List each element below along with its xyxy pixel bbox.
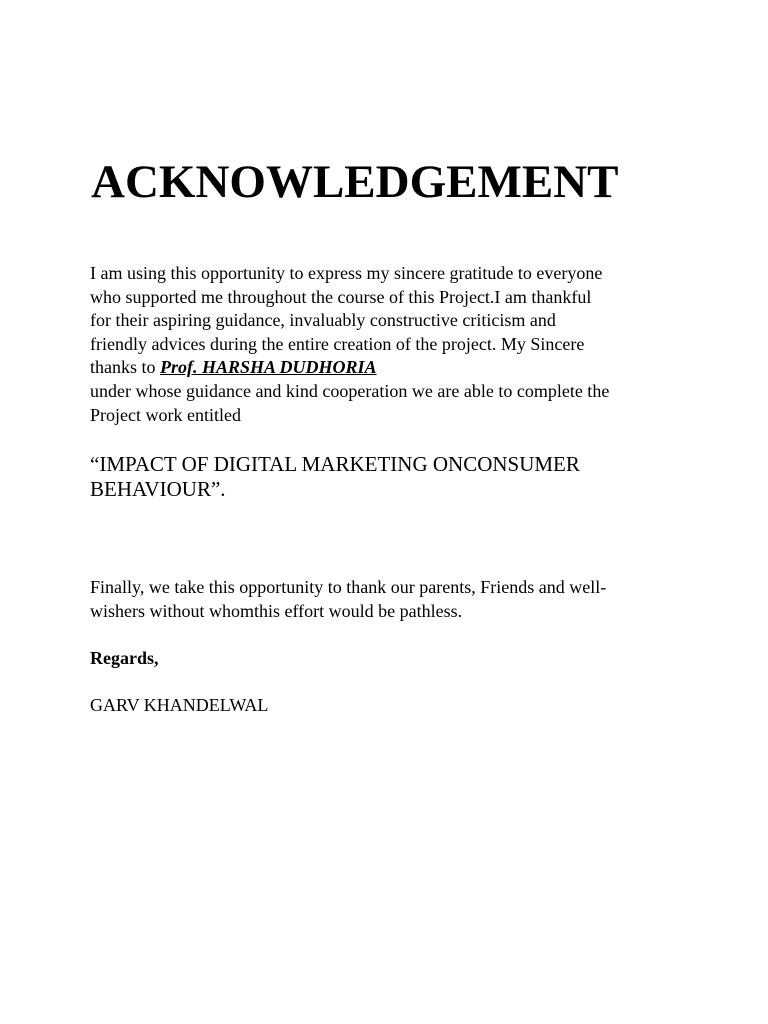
closing-paragraph xyxy=(90,575,710,623)
project-title xyxy=(90,452,710,502)
paragraph-line: friendly advices during the entire creation of the project. My Sincere xyxy=(90,333,585,354)
closing-line: Finally, we take this opportunity to thank our parents, Friends and well- xyxy=(90,577,607,597)
project-title-line: BEHAVIOUR”. xyxy=(90,477,226,501)
document-title: ACKNOWLEDGEMENT xyxy=(91,156,619,208)
acknowledgement-paragraph xyxy=(90,262,690,427)
paragraph-line: I am using this opportunity to express my sincere gratitude to everyone xyxy=(90,263,603,283)
project-title-line: “IMPACT OF DIGITAL MARKETING ONCONSUMER xyxy=(90,452,580,476)
signature-name: GARV KHANDELWAL xyxy=(90,695,269,715)
paragraph-line: under whose guidance and kind cooperation we are able to complete the xyxy=(90,380,610,401)
paragraph-line: for their aspiring guidance, invaluably constructive criticism and xyxy=(90,310,556,331)
thanks-prefix: thanks to xyxy=(90,357,160,378)
thanks-line xyxy=(90,356,690,380)
paragraph-line: Project work entitled xyxy=(90,404,241,425)
closing-line: wishers without whomthis effort would be pathless. xyxy=(90,601,463,621)
professor-name: Prof. HARSHA DUDHORIA xyxy=(160,357,377,378)
regards-label: Regards, xyxy=(90,648,159,668)
paragraph-line: who supported me throughout the course of this Project.I am thankful xyxy=(90,286,592,307)
